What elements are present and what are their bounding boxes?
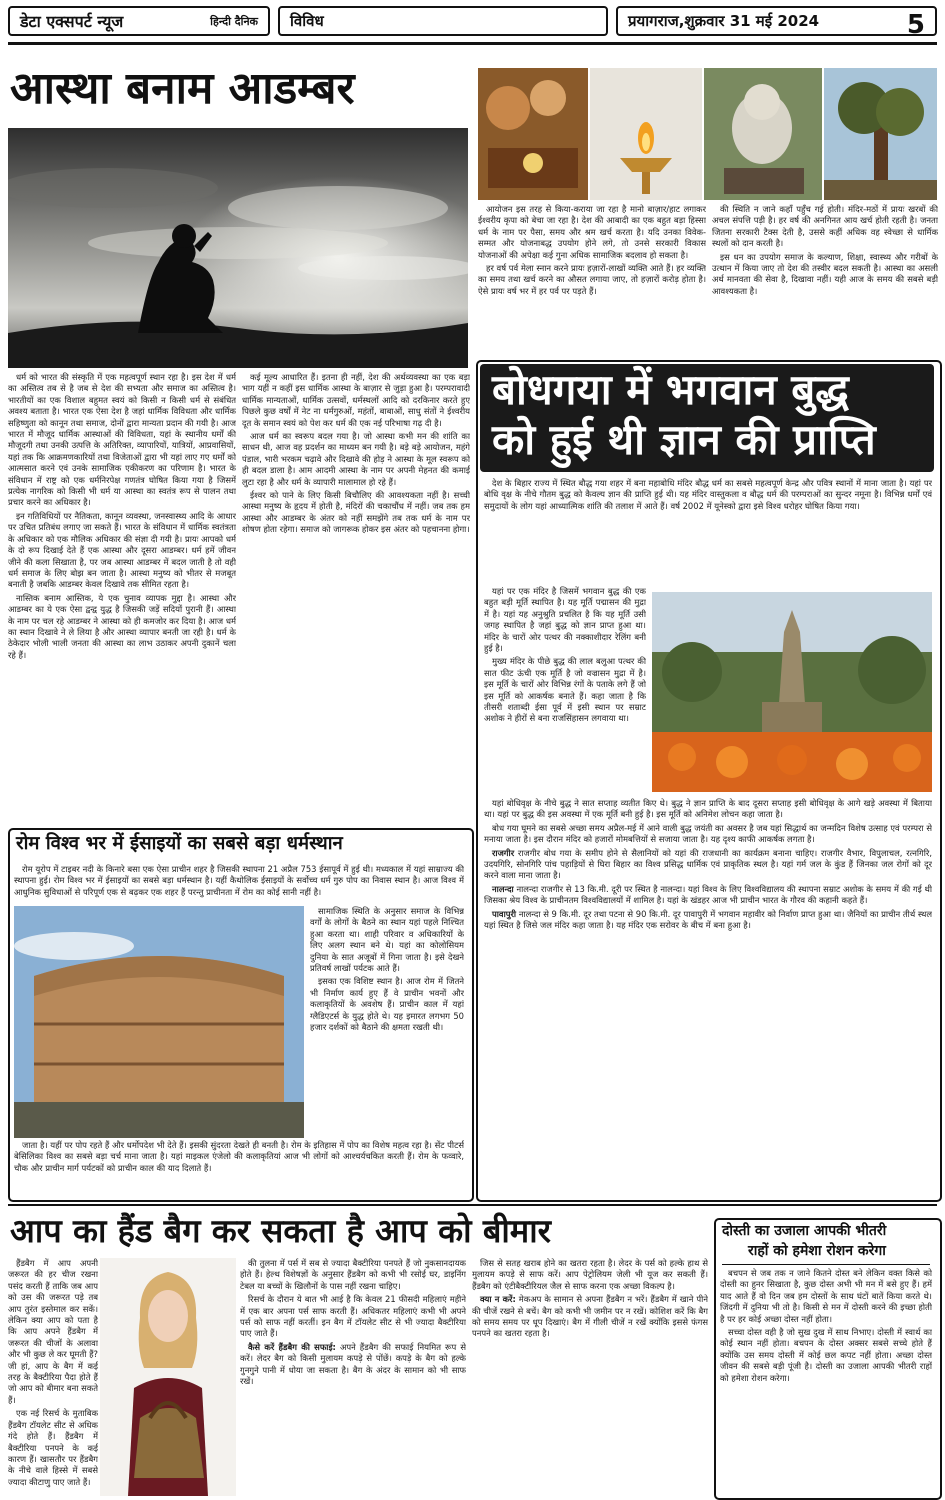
handbag-paragraph: रिसर्च के दौरान ये बात भी आई है कि केवल 21 फीसदी महिलाएं महीने में एक बार अपना पर्स साफ करती हैं। अधिकतर महिलाएं कभी भी अपने पर्स को साफ नहीं करतीं। इन बैग में टॉयलेट सीट से भी ज्यादा बैक्टीरिया पाए जाते हैं। bbox=[240, 1294, 466, 1339]
worship-lamp-photo bbox=[478, 68, 588, 200]
bodhgaya-paragraph bbox=[484, 848, 932, 882]
masthead-name-box bbox=[8, 6, 270, 36]
article1-headline: आस्था बनाम आडम्बर bbox=[10, 63, 355, 114]
pawapuri-label: पावापुरी bbox=[492, 908, 517, 919]
rome-bottom bbox=[14, 1140, 464, 1194]
handbag-paragraph: जिस से सतह खराब होने का खतरा रहता है। लेदर के पर्स को हल्के हाथ से मुलायम कपड़े से साफ करें। आप पेट्रोलियम जेली भी यूज कर सकती हैं। हैंडबैग को एंटीबैक्टीरियल जैल से साफ करना एक अच्छा विकल्प है। bbox=[472, 1258, 708, 1291]
article1-col3-paragraph: हर वर्ष पर्व मेला स्नान करने प्रायः हज़ारों-लाखों व्यक्ति आते हैं। हर व्यक्ति का समय तथा खर्च करने का औसत लगाया जाए, तो हज़ारों करोड़ होता है। ऐसे प्रायः वर्ष भर में हर पर्व पर पड़ते हैं। bbox=[478, 263, 706, 296]
rome-paragraph: सामाजिक स्थिति के अनुसार समाज के विभिन्न वर्गों के लोगों के बैठने का स्थान यहां पहले निश्चित हुआ करता था। शाही परिवार व अधिकारियों के लिए अलग स्थान बने थे। यहां का कोलोसियम दुनिया के सात अजूबों में गिना जाता है। इसे देखने प्रतिवर्ष लाखों पर्यटक आते हैं। bbox=[310, 906, 464, 974]
masthead-name: डेटा एक्सपर्ट न्यूज bbox=[20, 12, 124, 31]
friendship-headline-rule bbox=[722, 1264, 930, 1265]
pawapuri-text: नालन्दा से 9 कि.मी. दूर तथा पटना से 90 कि.मी. दूर पावापुरी में भगवान महावीर को निर्वाण प्राप्त हुआ था। जैनियों का प्राचीन तीर्थ स्थल यहां स्थित है जिसे जल मंदिर कहा जाता है। यह मंदिर एक सरोवर के बीच में बना हुआ है। bbox=[484, 908, 932, 931]
handbag-dont-text: मेकअप के सामान से अपना हैंडबैग न भरें। हैंडबैग में खाने पीने की चीजें रखने से बचें। बैग को कभी भी जमीन पर न रखें। कोशिश करें कि बैग को समय समय पर धूप दिखाएं। बैग में गीली चीजें न रखें क्योंकि इससे फंगस पनपने का खतरा रहता है। bbox=[472, 1294, 708, 1339]
handbag-cleaning-label: कैसे करें हैंडबैग की सफाई: bbox=[248, 1341, 336, 1352]
friendship-body bbox=[720, 1268, 932, 1492]
diya-lamp-photo bbox=[590, 68, 702, 200]
section-box bbox=[278, 6, 608, 36]
dateline-box bbox=[616, 6, 937, 40]
article1-col4-paragraph: की स्थिति न जाने कहाँ पहुँच गई होती। मंदिर-मठों में प्रायः खरबों की अचल संपत्ति पड़ी है। हर वर्ष की अनगिनत आय खर्च होती रहती है। जनता जितना सरकारी टैक्स देती है, उससे कहीं अधिक वह स्वेच्छा से धार्मिक स्थलों को दान करती है। bbox=[712, 204, 938, 249]
article1-column-3 bbox=[478, 204, 706, 354]
bodhgaya-paragraph bbox=[484, 884, 932, 907]
lower-rule bbox=[8, 1204, 937, 1206]
handbag-column-3 bbox=[472, 1258, 708, 1496]
mahabodhi-temple-photo bbox=[652, 592, 932, 792]
handbag-column-2 bbox=[240, 1258, 466, 1496]
ganesh-idol-photo bbox=[704, 68, 822, 200]
handbag-cleaning-text: अपने हैंडबैग की सफाई नियमित रूप से करें। लेदर बैग को किसी मुलायम कपड़े से पोंछें। कपड़े के बैग को हल्के गुनगुने पानी में धोया जा सकता है। बैग के अंदर के सामान को भी साफ रखें। bbox=[240, 1341, 466, 1387]
woman-with-handbag-photo bbox=[100, 1258, 236, 1496]
article1-col1-paragraph: इन गतिविधियों पर नैतिकता, कानून व्यवस्था, जनस्वास्थ्य आदि के आधार पर उचित प्रतिबंध लगाए जा सकते हैं। भारत के संविधान में धार्मिक स्वतंत्रता के अधिकार को एक मौलिक अधिकार की संज्ञा दी गयी है। प्रायः आपको धर्म के दो रूप दिखाई देते हैं एक आस्था और दूसरा आडम्बर। धर्म हमें जीवन जीने की कला सिखाता है, पर जब आस्था आडम्बर में बदल जाती है तो वही धर्म समाज के लिए बोझ बन जाता है। आस्था मनुष्य को भीतर से मजबूत बनाती है जबकि आडम्बर केवल दिखावे तक सीमित रहता है। bbox=[8, 510, 236, 590]
bodhgaya-paragraph: मुख्य मंदिर के पीछे बुद्ध की लाल बलुआ पत्थर की सात फीट ऊंची एक मूर्ति है जो वज्रासन मुद्रा में है। इस मूर्ति के चारों ओर विभिन्न रंगों के पताके लगे हैं जो इस मूर्ति को आकर्षक बनाते हैं। कहा जाता है कि तीसरी शताब्दी ईसा पूर्व में इसी स्थान पर सम्राट अशोक ने हीरों से बना राजसिंहासन लगवाया था। bbox=[484, 656, 646, 724]
rome-paragraph: जाता है। यहीं पर पोप रहते हैं और धर्मोपदेश भी देते हैं। इसकी सुंदरता देखते ही बनती है। रोम के इतिहास में पोप का विशेष महत्व रहा है। सेंट पीटर्स बेसिलिका विश्व का सबसे बड़ा चर्च माना जाता है। यहां माइकल एंजेलो की कलाकृतियां आज भी लोगों को आश्चर्यचकित करती हैं। रोम के फव्वारे, चौक और प्राचीन मार्ग पर्यटकों को प्राचीन काल की याद दिलाते हैं। bbox=[14, 1140, 464, 1173]
rome-column-right bbox=[310, 906, 464, 1138]
nalanda-text: नालन्दा राजगीर से 13 कि.मी. दूरी पर स्थित है नालन्दा। यहां विश्व के लिए विश्वविद्यालय की स्थापना सम्राट अशोक के समय में की गई थी जिसका श्रेय विश्व के प्राचीनतम विश्वविद्यालयों में शामिल है। यहां के खंडहर आज भी प्राचीन भारत के गौरव की कहानी कहते हैं। bbox=[484, 883, 932, 906]
article1-column-2 bbox=[242, 372, 470, 822]
friendship-headline-line2: राहों को हमेशा रोशन करेगा bbox=[748, 1243, 886, 1259]
bodhgaya-intro bbox=[484, 478, 932, 582]
bodhgaya-paragraph: बोध गया घूमने का सबसे अच्छा समय अप्रैल-मई में आने वाली बुद्ध जयंती का अवसर है जब यहां सिद्धार्थ का जन्मदिन विशेष उत्साह एवं परम्परा से मनाया जाता है। इस दौरान मंदिर को हजारों मोमबत्तियों से सजाया जाता है। यह दृश्य काफी आकर्षक लगता है। bbox=[484, 822, 932, 845]
friendship-headline-line1: दोस्ती का उजाला आपकी भीतरी bbox=[722, 1223, 887, 1239]
bodhgaya-paragraph: यहां बोधिवृक्ष के नीचे बुद्ध ने सात सप्ताह व्यतीत किए थे। बुद्ध ने ज्ञान प्राप्ति के बाद दूसरा सप्ताह इसी बोधिवृक्ष के आगे खड़े अवस्था में बिताया था। यहां पर बुद्ध की इस अवस्था में एक मूर्ति बनी हुई है। इस मूर्ति को अनिमेश लोचन कहा जाता है। bbox=[484, 798, 932, 820]
bodhgaya-headline-line1: बोधगया में भगवान बुद्ध bbox=[492, 365, 849, 414]
bodhgaya-paragraph: यहां पर एक मंदिर है जिसमें भगवान बुद्ध की एक बहुत बड़ी मूर्ति स्थापित है। यह मूर्ति पद्मासन की मुद्रा में है। यहां यह अनुश्रुति प्रचलित है कि यह मूर्ति उसी जगह स्थापित है जहां बुद्ध को ज्ञान प्राप्त हुआ था। मंदिर के चारों ओर पत्थर की नक्काशीदार रेलिंग बनी हुई है। bbox=[484, 586, 646, 654]
handbag-headline: आप का हैंड बैग कर सकता है आप को बीमार bbox=[10, 1212, 551, 1250]
handbag-dont-label: क्या न करें: bbox=[480, 1294, 516, 1305]
friendship-paragraph: सच्चा दोस्त वही है जो सुख दुख में साथ निभाए। दोस्ती में स्वार्थ का कोई स्थान नहीं होता। बचपन के दोस्त अक्सर सबसे सच्चे होते हैं क्योंकि उस समय दोस्ती में कोई छल कपट नहीं होता। अच्छा दोस्त जीवन की सबसे बड़ी पूंजी है। दोस्ती का उजाला आपकी भीतरी राहों को हमेशा रोशन करेगा। bbox=[720, 1327, 932, 1383]
article1-col2-paragraph: आज धर्म का स्वरूप बदल गया है। जो आस्था कभी मन की शांति का साधन थी, आज वह प्रदर्शन का माध्यम बन गयी है। बड़े बड़े आयोजन, महंगे पंडाल, भारी भरकम चढ़ावे और दिखावे की होड़ ने आस्था के मूल स्वरूप को ही बदल डाला है। आम आदमी आस्था के नाम पर अपनी मेहनत की कमाई लुटा रहा है और धर्म के व्यापारी मालामाल हो रहे हैं। bbox=[242, 431, 470, 487]
article1-col1-paragraph: नास्तिक बनाम आस्तिक, ये एक चुनाव व्यापक मुद्दा है। आस्था और आडम्बर का ये एक ऐसा द्वन्द्व युद्ध है जिसकी जड़ें सदियों पुरानी हैं। आस्था के नाम पर चल रहे आडम्बर ने आस्था को ही कमजोर कर दिया है। आज धर्म का स्थान दिखावे ने ले लिया है और आस्था व्यापार बनती जा रही है। धर्म के ठेकेदार भोली भाली जनता की आस्था का लाभ उठाकर अपनी दुकानें चला रहे हैं। bbox=[8, 592, 236, 660]
article1-column-4 bbox=[712, 204, 938, 354]
bodhgaya-body-full bbox=[484, 798, 932, 1194]
article1-col4-paragraph: इस धन का उपयोग समाज के कल्याण, शिक्षा, स्वास्थ्य और गरीबों के उत्थान में किया जाए तो देश की तस्वीर बदल सकती है। आस्था का असली अर्थ मानवता की सेवा है, दिखावा नहीं। यही आज के समय की सबसे बड़ी आवश्यकता है। bbox=[712, 251, 938, 296]
page-number: 5 bbox=[906, 10, 925, 40]
rome-paragraph: रोम यूरोप में टाइबर नदी के किनारे बसा एक ऐसा प्राचीन शहर है जिसकी स्थापना 21 अप्रैल 753 ईसापूर्व में हुई थी। मध्यकाल में यहां साम्राज्य की स्थापना हुई। रोम विश्व भर में ईसाइयों का सबसे बड़ा धर्मस्थान है। यहीं कैथोलिक ईसाइयों के सर्वोच्च धर्म गुरु पोप का निवास स्थान है। आज विश्व में आधुनिक सुविधाओं से परिपूर्ण एक से बढ़कर एक शहर हैं परन्तु प्राचीनता में रोम का कोई सानी नहीं है। bbox=[14, 864, 464, 897]
handbag-paragraph: एक नई रिसर्च के मुताबिक हैंडबैग टॉयलेट सीट से अधिक गंदे होते हैं। हैंडबैग में बैक्टीरिया पनपने के कई कारण हैं। खासतौर पर हैंडबैग के नीचे वाले हिस्से में सबसे ज्यादा कीटाणु पाए जाते हैं। bbox=[8, 1408, 98, 1487]
praying-silhouette-photo bbox=[8, 128, 468, 368]
handbag-paragraph: हैंडबैग में आप अपनी जरूरत की हर चीज रखना पसंद करती हैं ताकि जब आप को उस की जरूरत पड़े तब आप तुरंत इस्तेमाल कर सकें। लेकिन क्या आप को पता है कि आप अपने हैंडबैग में जरूरत की चीजों के अलावा और भी कुछ ले कर घूमती हैं? जी हां, आप के बैग में कई तरह के बैक्टीरिया पैदा होते हैं जो आप को बीमार बना सकते हैं। bbox=[8, 1258, 98, 1405]
handbag-paragraph bbox=[240, 1342, 466, 1388]
bodhgaya-paragraph bbox=[484, 909, 932, 932]
dateline: प्रयागराज,शुक्रवार 31 मई 2024 bbox=[628, 12, 820, 30]
rome-paragraph: इसका एक विशिष्ट स्थान है। आज रोम में जितने भी निर्माण कार्य हुए हैं वे प्राचीन भवनों और कलाकृतियों के अवशेष हैं। प्राचीन काल में यहां ग्लैडिएटर्स के युद्ध होते थे। यह इमारत लगभग 50 हजार दर्शकों को बैठाने की क्षमता रखती थी। bbox=[310, 976, 464, 1033]
article1-col2-paragraph: कई मूल्य आधारित हैं। इतना ही नहीं, देश की अर्थव्यवस्था का एक बड़ा भाग यहीं न कहीं इस धार्मिक आस्था के बाज़ार से जुड़ा हुआ है। परम्परावादी धार्मिक मान्यताओं, धार्मिक उत्सवों, धर्मस्थलों आदि को दरकिनार करते हुए पिछले कुछ वर्षों में नेट ना धर्मगुरुओं, महंतों, बाबाओं, साधु संतों ने ईश्वरीय दूत के समान स्वयं को पेश कर धर्म की एक नई परिभाषा गढ़ दी है। bbox=[242, 372, 470, 428]
masthead-tagline: हिन्दी दैनिक bbox=[210, 14, 258, 28]
bodhgaya-headline-panel bbox=[480, 364, 934, 472]
rajgir-label: राजगीर bbox=[492, 847, 515, 858]
nalanda-label: नालन्दा bbox=[492, 883, 514, 894]
header-rule bbox=[8, 42, 937, 45]
handbag-paragraph bbox=[472, 1294, 708, 1340]
handbag-paragraph: की तुलना में पर्स में सब से ज्यादा बैक्टीरिया पनपते हैं जो नुकसानदायक होते हैं। हेल्थ विशेषज्ञों के अनुसार हैंडबैग को कभी भी रसोई घर, डाइनिंग टेबल या बच्चों के खिलौनों के पास नहीं रखना चाहिए। bbox=[240, 1258, 466, 1291]
article1-col1-paragraph: धर्म को भारत की संस्कृति में एक महत्वपूर्ण स्थान रहा है। इस देश में धर्म का अस्तित्व तब से है जब से देश की सभ्यता और समाज का अस्तित्व है। भारतीयों का एक विशाल बहुमत स्वयं को किसी न किसी धर्म से संबंधित अवश्य बताता है। भारत एक ऐसा देश है जहां धार्मिक विविधता और धार्मिक सहिष्णुता को कानून तथा समाज, दोनों द्वारा मान्यता प्रदान की गयी है। आज भारत में मौजूद धार्मिक आस्थाओं की विविधता, यहां के स्थानीय धर्मों की मौजूदगी तथा उनकी उत्पत्ति के अतिरिक्त, व्यापारियों, यात्रियों, आप्रवासियों, यहां तक कि आक्रमणकारियों तथा विजेताओं द्वारा भी यहां लाए गए धर्मों को आत्मसात करने एवं उनके सामाजिक एकीकरण का परिणाम है। भारत के संविधान में राष्ट्र को एक धर्मनिरपेक्ष गणतंत्र घोषित किया गया है जिसमें प्रत्येक नागरिक को किसी भी धर्म या आस्था का स्वतंत्र रूप से पालन तथा प्रचार करने का अधिकार है। bbox=[8, 372, 236, 508]
section-name: विविध bbox=[290, 12, 324, 30]
rome-headline: रोम विश्व भर में ईसाइयों का सबसे बड़ा धर्मस्थान bbox=[16, 833, 343, 854]
bodhgaya-headline-line2: को हुई थी ज्ञान की प्राप्ति bbox=[492, 415, 876, 464]
friendship-paragraph: बचपन से जब तक न जाने कितने दोस्त बने लेकिन वक्त किसे को दोस्ती का हुनर सिखाता है, कुछ दोस्त अभी भी मन में बसे हुए हैं। हमें याद आते हैं वो दिन जब हम दोस्तों के साथ घंटों बातें किया करते थे। जिंदगी में दुनिया भी तो है। किसी से मन में दोस्ती करने की इच्छा होती है पर हर कोई अच्छा दोस्त नहीं होता। bbox=[720, 1268, 932, 1324]
tree-photo bbox=[824, 68, 937, 200]
article1-col3-paragraph: आयोजन इस तरह से किया-कराया जा रहा है मानो बाज़ार/हाट लगाकर ईश्वरीय कृपा को बेचा जा रहा है। देश की आबादी का एक बहुत बड़ा हिस्सा धर्म के नाम पर पैसा, समय और श्रम खर्च करता है। यदि उनका विवेक-सम्मत और योजनाबद्ध उपयोग होने लगे, तो उनसे सरकारी विकास योजनाओं की अपेक्षा कई गुना अधिक सामाजिक बदलाव हो सकता है। bbox=[478, 204, 706, 260]
colosseum-photo bbox=[14, 906, 304, 1138]
bodhgaya-intro-paragraph: देश के बिहार राज्य में स्थित बौद्ध गया शहर में बना महाबोधि मंदिर बौद्ध धर्म का सबसे महत्वपूर्ण केन्द्र और पवित्र स्थानों में माना जाता है। यहां पर बोधि वृक्ष के नीचे गौतम बुद्ध को कैवल्य ज्ञान की प्राप्ति हुई थी। यह मंदिर वास्तुकला व बौद्ध धर्म की परम्पराओं का सुन्दर नमूना है। विभिन्न धर्मों एवं समुदायों के लोग यहां आध्यात्मिक शांति की तलाश में आते हैं। वर्ष 2002 में यूनेस्को द्वारा इसे विश्व धरोहर घोषित किया गया। bbox=[484, 478, 932, 511]
bodhgaya-body-left bbox=[484, 586, 646, 796]
article1-col2-paragraph: ईश्वर को पाने के लिए किसी बिचौलिए की आवश्यकता नहीं है। सच्ची आस्था मनुष्य के हृदय में होती है, मंदिरों की चकाचौंध में नहीं। जब तक हम आस्था और आडम्बर के अंतर को नहीं समझेंगे तब तक धर्म के नाम पर शोषण होता रहेगा। समाज को जागरूक होकर इस अंतर को पहचानना होगा। bbox=[242, 490, 470, 535]
rajgir-text: राजगीर बोध गया के समीप होने से सैलानियों को यहां की राजधानी का कार्यक्रम बनाना चाहिए। राजगीर वैभार, विपुलाचल, रत्नगिरि, उदयगिरि, सोनगिरि पांच पहाड़ियों से घिरा बिहार का विश्व प्रसिद्ध धार्मिक एवं प्राकृतिक स्थल है। यहां गर्म जल के कुंड हैं जिनका जल रोगों को दूर करने वाला माना जाता है। bbox=[484, 847, 932, 881]
article1-column-1 bbox=[8, 372, 236, 822]
rome-intro bbox=[14, 864, 464, 904]
handbag-column-1 bbox=[8, 1258, 98, 1496]
